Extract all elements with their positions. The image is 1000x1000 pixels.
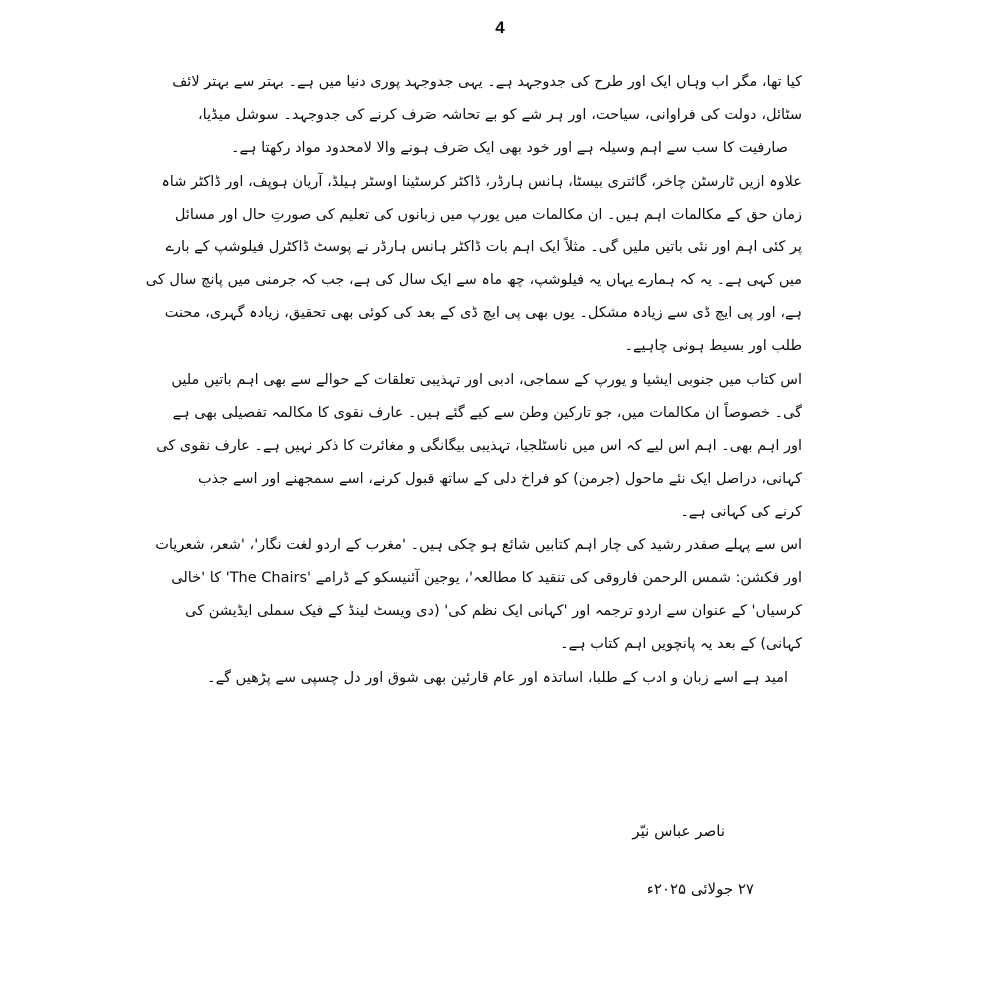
text-line: زمان حق کے مکالمات اہم ہیں۔ ان مکالمات میں یورپ میں زبانوں کی تعلیم کی صورتِ حال اور مسائل	[174, 206, 802, 223]
body-text	[145, 66, 802, 696]
text-line: پر کئی اہم اور نئی باتیں ملیں گی۔ مثلاً ایک اہم بات ڈاکٹر ہانس ہارڈر نے پوسٹ ڈاکٹرل فیلوشپ کے بارے	[165, 239, 802, 256]
text-line: گی۔ خصوصاً ان مکالمات میں، جو تارکین وطن سے کیے گئے ہیں۔ عارف نقوی کا مکالمہ تفصیلی بھی ہے	[172, 404, 802, 421]
text-line: سٹائل، دولت کی فراوانی، سیاحت، اور ہر شے کو بے تحاشہ صَرف کرنے کی جدوجہد۔ سوشل میڈیا،	[198, 106, 802, 123]
text-line: اس کتاب میں جنوبی ایشیا و یورپ کے سماجی، ادبی اور تہذیبی تعلقات کے حوالے سے بھی اہم باتیں ملیں	[171, 372, 802, 389]
text-line: صارفیت کا سب سے اہم وسیلہ ہے اور خود بھی ایک صَرف ہونے والا لامحدود مواد رکھتا ہے۔	[230, 139, 788, 156]
paragraph-5	[198, 662, 802, 695]
text-line: امید ہے اسے زبان و ادب کے طلبا، اساتذہ اور عام قارئین بھی شوق اور دل چسپی سے پڑھیں گے۔	[207, 670, 788, 687]
text-line: علاوہ ازیں ٹارسٹن چاخر، گائتری بیسٹا، ہانس ہارڈر، ڈاکٹر کرسٹینا اوسٹر ہیلڈ، آریان ہوپف، اور ڈاکٹر شاہ	[161, 173, 802, 190]
text-line: اور فکشن: شمس الرحمن فاروقی کی تنقید کا مطالعہ'، یوجین آئنیسکو کے ڈرامے 'The Chairs' کا 'خالی	[171, 570, 802, 587]
paragraph-3	[156, 364, 802, 528]
paragraph-4	[155, 529, 802, 661]
text-line: کہانی) کے بعد یہ پانچویں اہم کتاب ہے۔	[560, 636, 802, 653]
author-signature: ناصر عباس نیّر	[632, 822, 725, 840]
text-line: اس سے پہلے صفدر رشید کی چار اہم کتابیں شائع ہو چکی ہیں۔ 'مغرب کے اردو لغت نگار'، 'شعر، شعریات	[155, 537, 802, 554]
text-line: طلب اور بسیط ہونی چاہیے۔	[624, 338, 802, 355]
date-line: ۲۷ جولائی ۲۰۲۵ء	[646, 880, 754, 898]
paragraph-1	[172, 66, 802, 165]
text-line: کرسیاں' کے عنوان سے اردو ترجمہ اور 'کہانی ایک نظم کی' (دی ویسٹ لینڈ کے فیک سملی ایڈیشن کی	[185, 603, 802, 620]
text-line: کہانی، دراصل ایک نئے ماحول (جرمن) کو فراخ دلی کے ساتھ قبول کرنے، اسے سمجھنے اور اسے جذب	[198, 470, 802, 487]
text-line: اور اہم بھی۔ اہم اس لیے کہ اس میں ناسٹلجیا، تہذیبی بیگانگی و مغائرت کا ذکر نہیں ہے۔ عارف نقوی کی	[156, 437, 802, 454]
text-line: کیا تھا، مگر اب وہاں ایک اور طرح کی جدوجہد ہے۔ یہی جدوجہد پوری دنیا میں ہے۔ بہتر سے بہتر لائف	[172, 74, 802, 90]
text-line: ہے، اور پی ایچ ڈی سے زیادہ مشکل۔ یوں بھی پی ایچ ڈی کے بعد کی کوئی بھی تحقیق، زیادہ گہری، محنت	[164, 305, 802, 322]
paragraph-2	[145, 166, 802, 363]
text-line: کرنے کی کہانی ہے۔	[680, 503, 802, 520]
text-line: میں کہی ہے۔ یہ کہ ہمارے یہاں یہ فیلوشپ، چھ ماہ سے ایک سال کی ہے، جب کہ جرمنی میں پانچ سال کی	[145, 272, 802, 289]
page-number: 4	[495, 18, 505, 37]
